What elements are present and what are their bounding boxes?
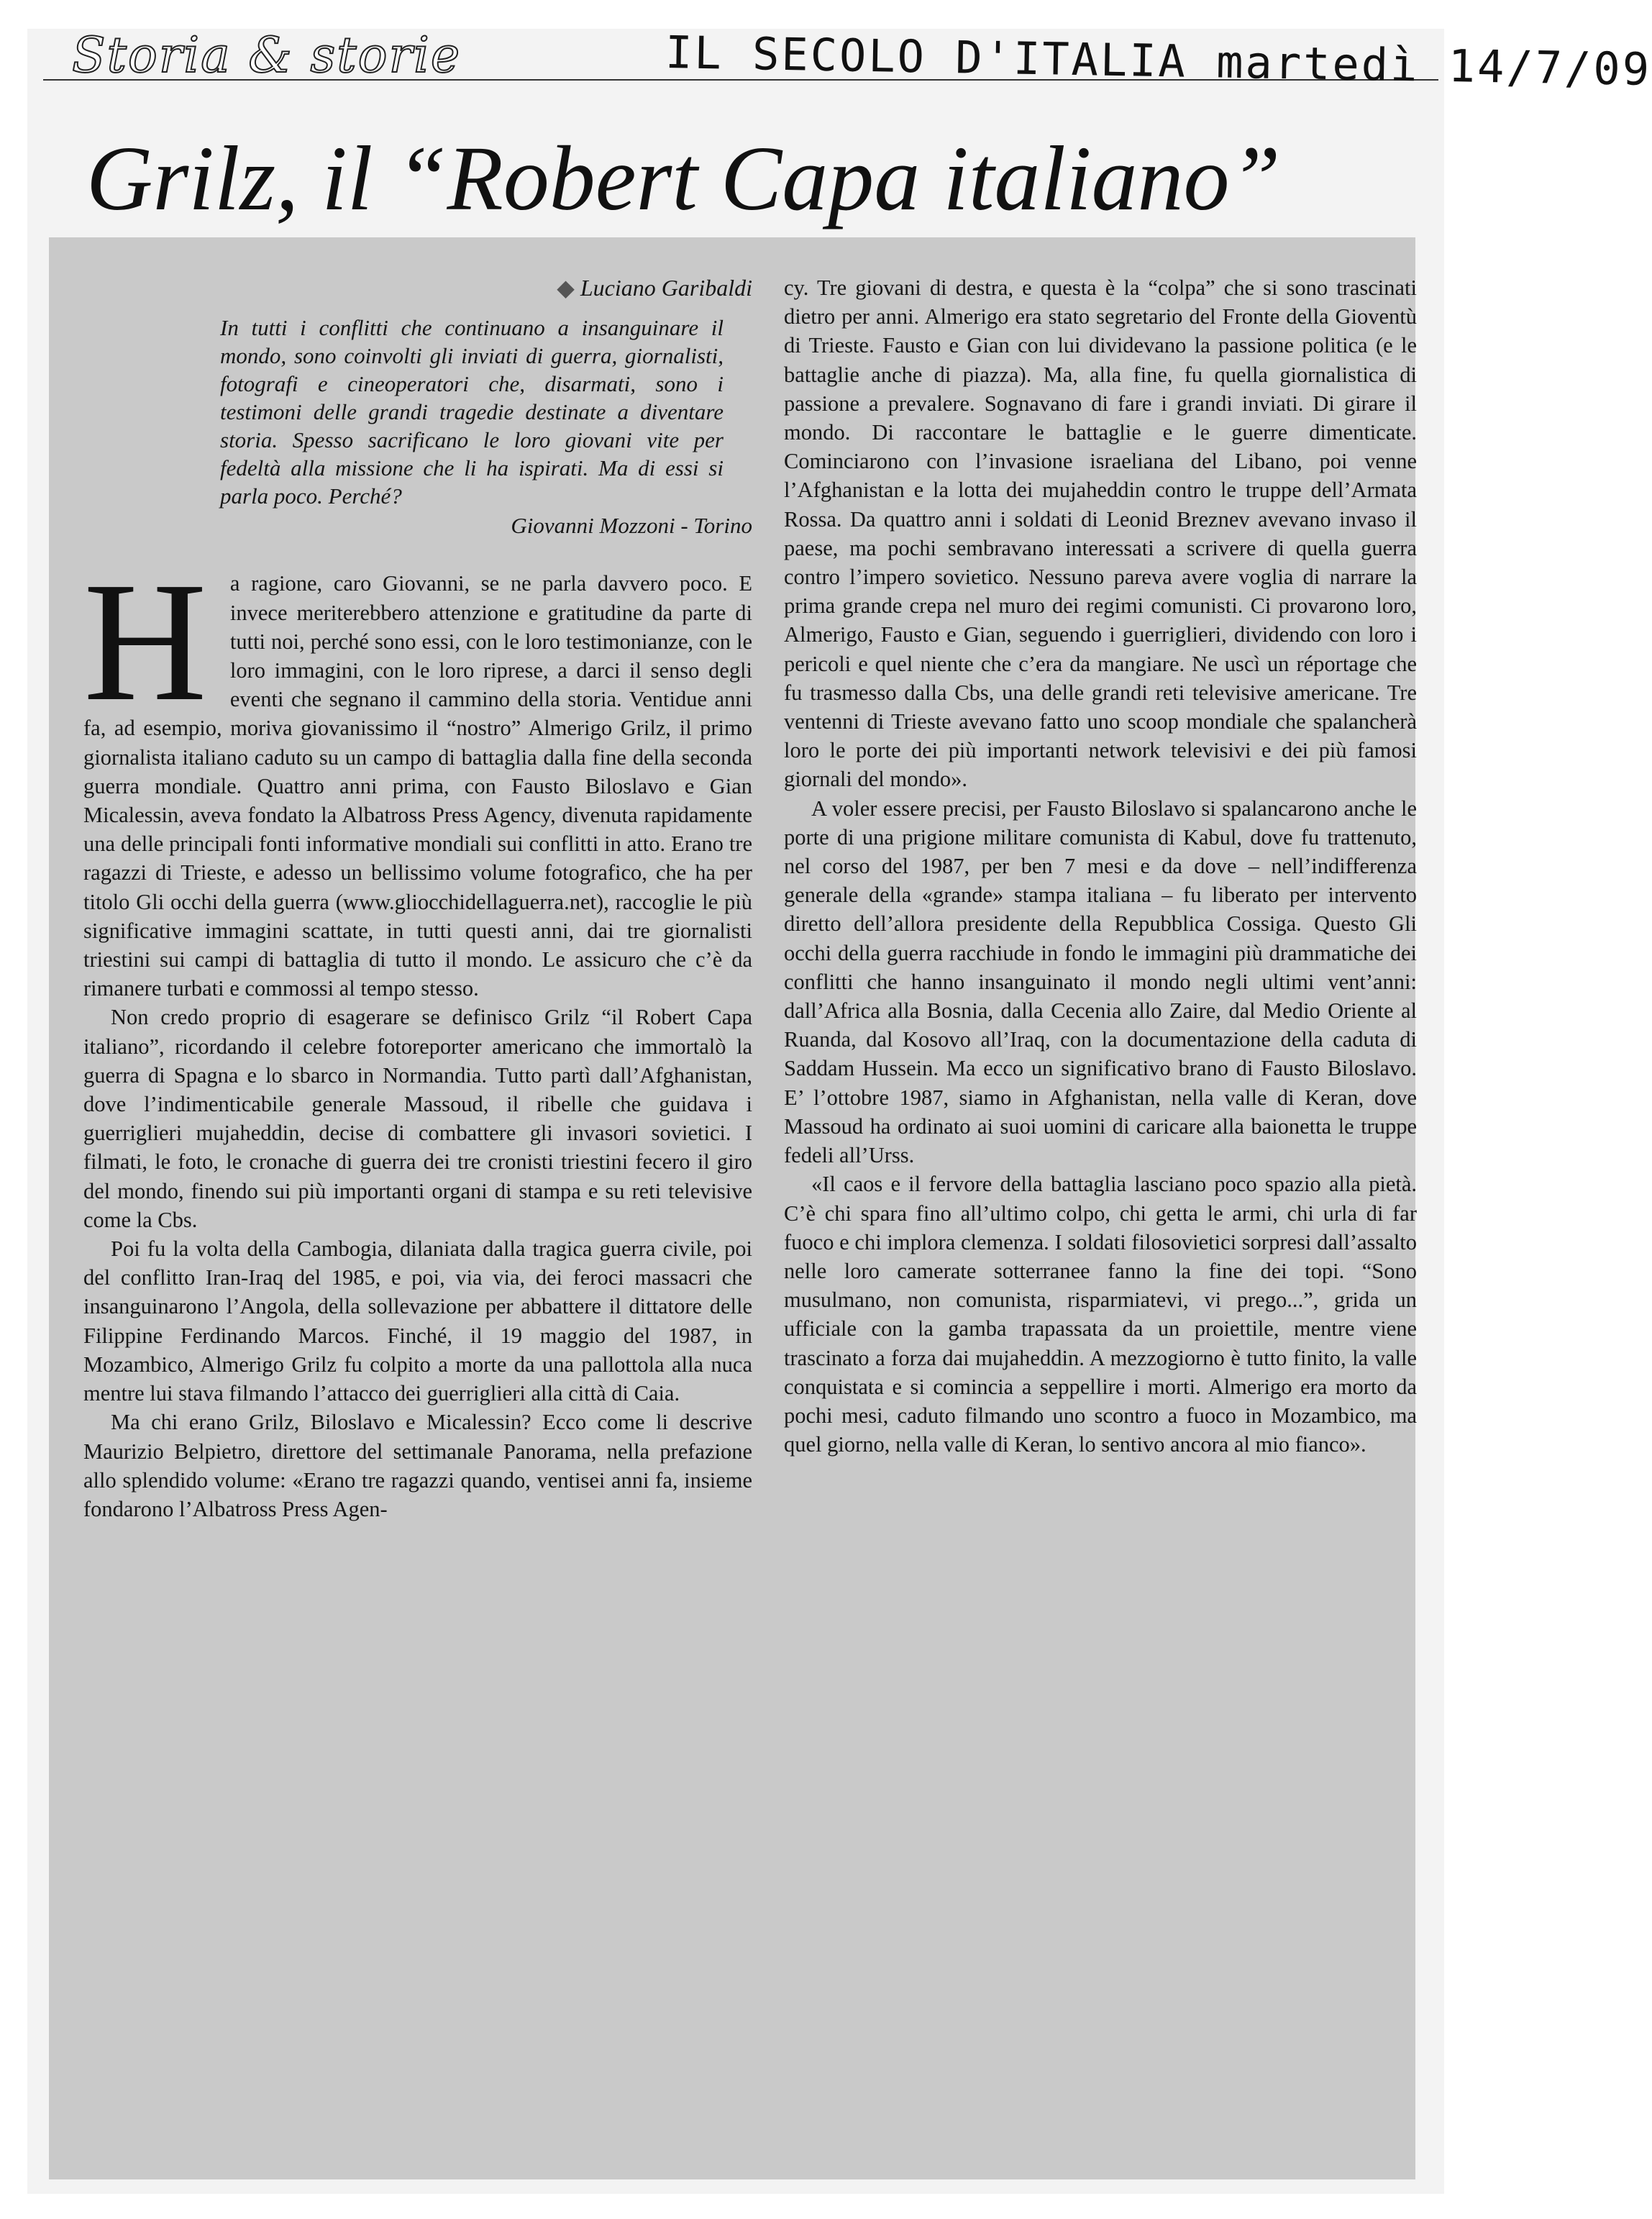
reader-letter: In tutti i conflitti che continuano a insanguinare il mondo, sono coinvolti gli inviati di guerra, giornalisti, fotografi e cineoperatori che, disarmati, sono i testimoni delle grandi tragedie destinate a diventare storia. Spesso sacrificano le loro giovani vite per fedeltà alla missione che li ha ispirati. Ma di essi si parla poco. Perché?	[220, 315, 724, 509]
drop-cap: H	[83, 547, 207, 737]
article-column-left	[83, 273, 752, 2172]
section-label: Storia & storie	[72, 27, 462, 84]
article-paragraph: Non credo proprio di esagerare se definisco Grilz “il Robert Capa italiano”, ricordando il celebre fotoreporter americano che immortalò la guerra di Spagna e lo sbarco in Normandia. Tutto partì dall’Afghanistan, dove l’indimenticabile generale Massoud, il ribelle che guidava i guerriglieri mujaheddin, decise di combattere gli invasori sovietici. I filmati, le foto, le cronache di guerra dei tre cronisti triestini fecero il giro del mondo, finendo sui più importanti organi di stampa e su reti televisive come la Cbs.	[83, 1005, 752, 1232]
headline: Grilz, il “Robert Capa italiano”	[86, 127, 1281, 229]
article-paragraph: Ma chi erano Grilz, Biloslavo e Micalessin? Ecco come li descrive Maurizio Belpietro, direttore del settimanale Panorama, nella prefazione allo splendido volume: «Erano tre ragazzi quando, ventisei anni fa, insieme fondarono l’Albatross Press Agen-	[83, 1410, 752, 1521]
article-paragraph: Poi fu la volta della Cambogia, dilaniata dalla tragica guerra civile, poi del conflitto Iran-Iraq del 1985, e poi, via via, dei feroci massacri che insanguinarono l’Angola, della sollevazione per abbattere il dittatore delle Filippine Ferdinando Marcos. Finché, il 19 maggio del 1987, in Mozambico, Almerigo Grilz fu colpito a morte da una pallottola alla nuca mentre lui stava filmando l’attacco dei guerriglieri alla città di Caia.	[83, 1236, 752, 1406]
article-column-right	[784, 273, 1417, 2172]
letter-signature: Giovanni Mozzoni - Torino	[511, 513, 752, 539]
handwritten-source-note: IL SECOLO D'ITALIA martedì 14/7/09	[665, 26, 1652, 96]
article-paragraph: a ragione, caro Giovanni, se ne parla davvero poco. E invece meriterebbero attenzione e gratitudine da parte di tutti noi, perché sono essi, con le loro testimonianze, con le loro immagini, con le loro riprese, a darci il senso degli eventi che segnano il cammino della storia. Ventidue anni fa, ad esempio, moriva giovanissimo il “nostro” Almerigo Grilz, il primo giornalista italiano caduto su un campo di battaglia dalla fine della seconda guerra mondiale. Quattro anni prima, con Fausto Biloslavo e Gian Micalessin, aveva fondato la Albatross Press Agency, divenuta rapidamente una delle principali fonti informative mondiali sui conflitti in atto. Erano tre ragazzi di Trieste, e adesso un bellissimo volume fotografico, che ha per titolo Gli occhi della guerra (www.gliocchidellaguerra.net), raccoglie le più significative immagini scattate, in tutti questi anni, dai tre giornalisti triestini sui campi di battaglia di tutto il mondo. Le assicuro che c’è da rimanere turbati e commossi al tempo stesso.	[83, 571, 752, 1001]
byline	[83, 273, 752, 302]
byline-name: Luciano Garibaldi	[580, 275, 752, 301]
article-paragraph: A voler essere precisi, per Fausto Biloslavo si spalancarono anche le porte di una prigione militare comunista di Kabul, dove fu trattenuto, nel corso del 1987, per ben 7 mesi e da dove – nell’indifferenza generale della «grande» stampa italiana – fu liberato per intervento diretto dell’allora presidente della Repubblica Cossiga. Questo Gli occhi della guerra racchiude in fondo le immagini più drammatiche dei conflitti che hanno insanguinato il mondo negli ultimi vent’anni: dall’Africa alla Bosnia, dalla Cecenia allo Zaire, dal Medio Oriente al Ruanda, dal Kosovo all’Iraq, con la documentazione della caduta di Saddam Hussein. Ma ecco un significativo brano di Fausto Biloslavo. E’ l’ottobre 1987, siamo in Afghanistan, nella valle di Keran, dove Massoud ha ordinato ai suoi uomini di caricare alla baionetta le truppe fedeli all’Urss.	[784, 796, 1417, 1168]
article-paragraph: cy. Tre giovani di destra, e questa è la “colpa” che si sono trascinati dietro per anni. Almerigo era stato segretario del Fronte della Gioventù di Trieste. Fausto e Gian con lui dividevano la passione politica (e le battaglie anche di piazza). Ma, alla fine, fu quella giornalistica di passione a prevalere. Sognavano di fare i grandi inviati. Di girare il mondo. Di raccontare le battaglie e le guerre dimenticate. Cominciarono con l’invasione israeliana del Libano, poi venne l’Afghanistan e la lotta dei mujaheddin contro le truppe dell’Armata Rossa. Da quattro anni i soldati di Leonid Breznev avevano invaso il paese, ma pochi sembravano interessati a scrivere di quella guerra contro l’impero sovietico. Nessuno pareva avere voglia di narrare la prima grande crepa nel muro dei regimi comunisti. Ci provarono loro, Almerigo, Fausto e Gian, seguendo i guerriglieri, dividendo con loro i pericoli e quel niente che c’era da mangiare. Ne uscì un réportage che fu trasmesso dalla Cbs, una delle grandi reti televisive americane. Tre ventenni di Trieste avevano fatto uno scoop mondiale che spalancherà loro le porte dei più importanti network televisivi e dei più famosi giornali del mondo».	[784, 275, 1417, 792]
article-paragraph: «Il caos e il fervore della battaglia lasciano poco spazio alla pietà. C’è chi spara fino all’ultimo colpo, chi getta le armi, chi urla di far fuoco e chi implora clemenza. I soldati filosovietici sorpresi dall’assalto nelle loro camerate sotterranee fanno la fine dei topi. “Sono musulmano, non comunista, risparmiatevi, vi prego...”, grida un ufficiale con la gamba trapassata da un proiettile, mentre viene trascinato a forza dai mujaheddin. A mezzogiorno è tutto finito, la valle conquistata e si comincia a seppellire i morti. Almerigo era morto da pochi mesi, caduto filmando uno scontro a fuoco in Mozambico, ma quel giorno, nella valle di Keran, lo sentivo ancora al mio fianco».	[784, 1172, 1417, 1457]
diamond-icon: ◆	[557, 275, 575, 301]
